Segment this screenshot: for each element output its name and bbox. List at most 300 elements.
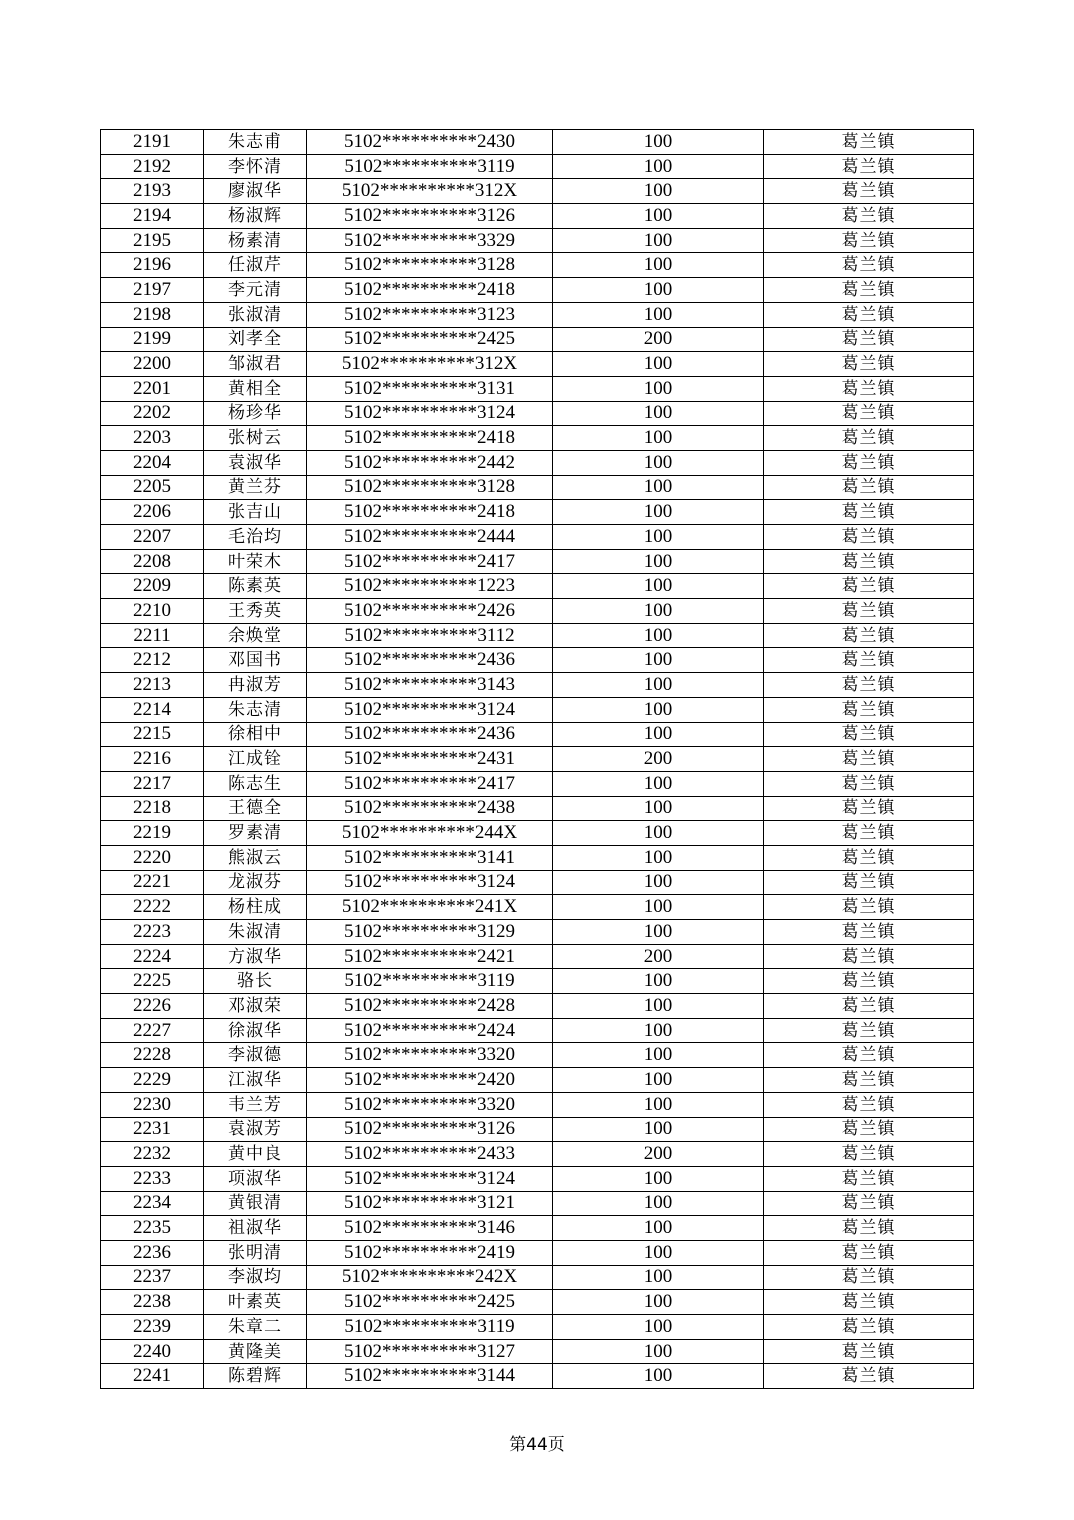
table-row [101,1142,974,1167]
person-name-cell: 韦兰芳 [204,1092,307,1117]
town-name-cell: 葛兰镇 [764,1043,974,1068]
town-name-cell: 葛兰镇 [764,574,974,599]
row-number-cell: 2199 [101,327,204,352]
person-name-cell: 张树云 [204,426,307,451]
table-row [101,204,974,229]
town-name-cell: 葛兰镇 [764,697,974,722]
id-number-cell: 5102**********2425 [307,1290,553,1315]
amount-cell: 100 [553,1216,764,1241]
id-number-cell: 5102**********3320 [307,1043,553,1068]
person-name-cell: 叶荣木 [204,549,307,574]
table-row [101,1339,974,1364]
table-row [101,796,974,821]
amount-cell: 100 [553,1364,764,1389]
amount-cell: 100 [553,278,764,303]
amount-cell: 100 [553,969,764,994]
table-row [101,401,974,426]
table-row [101,697,974,722]
row-number-cell: 2212 [101,648,204,673]
row-number-cell: 2216 [101,747,204,772]
row-number-cell: 2241 [101,1364,204,1389]
amount-cell: 200 [553,1142,764,1167]
id-number-cell: 5102**********3119 [307,1315,553,1340]
row-number-cell: 2226 [101,994,204,1019]
table-row [101,549,974,574]
row-number-cell: 2236 [101,1240,204,1265]
row-number-cell: 2194 [101,204,204,229]
row-number-cell: 2209 [101,574,204,599]
id-number-cell: 5102**********241X [307,895,553,920]
row-number-cell: 2200 [101,352,204,377]
person-name-cell: 冉淑芳 [204,673,307,698]
table-row [101,1166,974,1191]
row-number-cell: 2232 [101,1142,204,1167]
row-number-cell: 2230 [101,1092,204,1117]
id-number-cell: 5102**********2426 [307,599,553,624]
town-name-cell: 葛兰镇 [764,796,974,821]
row-number-cell: 2192 [101,154,204,179]
person-name-cell: 骆长 [204,969,307,994]
table-row [101,821,974,846]
row-number-cell: 2195 [101,228,204,253]
town-name-cell: 葛兰镇 [764,228,974,253]
amount-cell: 100 [553,500,764,525]
amount-cell: 100 [553,1092,764,1117]
amount-cell: 100 [553,376,764,401]
row-number-cell: 2227 [101,1018,204,1043]
town-name-cell: 葛兰镇 [764,278,974,303]
table-row [101,1018,974,1043]
row-number-cell: 2229 [101,1068,204,1093]
amount-cell: 100 [553,599,764,624]
town-name-cell: 葛兰镇 [764,895,974,920]
id-number-cell: 5102**********3123 [307,302,553,327]
id-number-cell: 5102**********3146 [307,1216,553,1241]
row-number-cell: 2240 [101,1339,204,1364]
table-row [101,1068,974,1093]
amount-cell: 100 [553,352,764,377]
row-number-cell: 2235 [101,1216,204,1241]
table-row [101,1290,974,1315]
person-name-cell: 徐相中 [204,722,307,747]
id-number-cell: 5102**********2425 [307,327,553,352]
table-row [101,475,974,500]
person-name-cell: 朱淑清 [204,920,307,945]
page-number: 第44页 [509,1435,565,1455]
id-number-cell: 5102**********2418 [307,426,553,451]
person-name-cell: 方淑华 [204,944,307,969]
id-number-cell: 5102**********3126 [307,204,553,229]
amount-cell: 100 [553,549,764,574]
amount-cell: 200 [553,747,764,772]
amount-cell: 100 [553,1166,764,1191]
town-name-cell: 葛兰镇 [764,994,974,1019]
person-name-cell: 项淑华 [204,1166,307,1191]
id-number-cell: 5102**********3128 [307,475,553,500]
amount-cell: 100 [553,994,764,1019]
table-row [101,1117,974,1142]
table-row [101,994,974,1019]
person-name-cell: 邓国书 [204,648,307,673]
amount-cell: 100 [553,525,764,550]
row-number-cell: 2220 [101,845,204,870]
row-number-cell: 2208 [101,549,204,574]
town-name-cell: 葛兰镇 [764,525,974,550]
town-name-cell: 葛兰镇 [764,154,974,179]
id-number-cell: 5102**********2433 [307,1142,553,1167]
amount-cell: 100 [553,870,764,895]
amount-cell: 100 [553,1315,764,1340]
row-number-cell: 2206 [101,500,204,525]
person-name-cell: 黄相全 [204,376,307,401]
town-name-cell: 葛兰镇 [764,1117,974,1142]
person-name-cell: 罗素清 [204,821,307,846]
amount-cell: 100 [553,673,764,698]
town-name-cell: 葛兰镇 [764,1290,974,1315]
amount-cell: 100 [553,450,764,475]
person-name-cell: 余焕堂 [204,623,307,648]
table-row [101,1191,974,1216]
id-number-cell: 5102**********3127 [307,1339,553,1364]
town-name-cell: 葛兰镇 [764,426,974,451]
id-number-cell: 5102**********3119 [307,154,553,179]
person-name-cell: 袁淑华 [204,450,307,475]
town-name-cell: 葛兰镇 [764,1018,974,1043]
town-name-cell: 葛兰镇 [764,352,974,377]
amount-cell: 100 [553,253,764,278]
table-row [101,722,974,747]
row-number-cell: 2239 [101,1315,204,1340]
amount-cell: 100 [553,302,764,327]
town-name-cell: 葛兰镇 [764,204,974,229]
table-row [101,450,974,475]
row-number-cell: 2217 [101,771,204,796]
id-number-cell: 5102**********312X [307,352,553,377]
person-name-cell: 李淑德 [204,1043,307,1068]
amount-cell: 100 [553,1339,764,1364]
id-number-cell: 5102**********3124 [307,697,553,722]
town-name-cell: 葛兰镇 [764,450,974,475]
town-name-cell: 葛兰镇 [764,845,974,870]
id-number-cell: 5102**********3143 [307,673,553,698]
table-row [101,525,974,550]
amount-cell: 100 [553,623,764,648]
id-number-cell: 5102**********3131 [307,376,553,401]
town-name-cell: 葛兰镇 [764,1142,974,1167]
amount-cell: 100 [553,648,764,673]
person-name-cell: 朱志甫 [204,130,307,155]
id-number-cell: 5102**********3329 [307,228,553,253]
table-row [101,944,974,969]
row-number-cell: 2215 [101,722,204,747]
amount-cell: 100 [553,1191,764,1216]
id-number-cell: 5102**********2417 [307,549,553,574]
id-number-cell: 5102**********2444 [307,525,553,550]
amount-cell: 100 [553,154,764,179]
row-number-cell: 2197 [101,278,204,303]
id-number-cell: 5102**********3126 [307,1117,553,1142]
table-row [101,426,974,451]
town-name-cell: 葛兰镇 [764,1339,974,1364]
table-row [101,1364,974,1389]
row-number-cell: 2223 [101,920,204,945]
town-name-cell: 葛兰镇 [764,500,974,525]
id-number-cell: 5102**********3124 [307,1166,553,1191]
person-name-cell: 陈志生 [204,771,307,796]
person-name-cell: 张淑清 [204,302,307,327]
person-name-cell: 江淑华 [204,1068,307,1093]
subsidy-table-body [101,130,974,1389]
town-name-cell: 葛兰镇 [764,771,974,796]
town-name-cell: 葛兰镇 [764,1092,974,1117]
table-row [101,969,974,994]
table-row [101,574,974,599]
id-number-cell: 5102**********3119 [307,969,553,994]
town-name-cell: 葛兰镇 [764,179,974,204]
id-number-cell: 5102**********2420 [307,1068,553,1093]
person-name-cell: 李元清 [204,278,307,303]
person-name-cell: 祖淑华 [204,1216,307,1241]
amount-cell: 100 [553,771,764,796]
person-name-cell: 李淑均 [204,1265,307,1290]
table-row [101,870,974,895]
amount-cell: 100 [553,204,764,229]
amount-cell: 100 [553,796,764,821]
person-name-cell: 杨素清 [204,228,307,253]
person-name-cell: 任淑芹 [204,253,307,278]
amount-cell: 100 [553,821,764,846]
row-number-cell: 2225 [101,969,204,994]
town-name-cell: 葛兰镇 [764,253,974,278]
person-name-cell: 朱章二 [204,1315,307,1340]
person-name-cell: 朱志清 [204,697,307,722]
id-number-cell: 5102**********3144 [307,1364,553,1389]
table-row [101,1092,974,1117]
subsidy-table [100,129,974,1389]
person-name-cell: 刘孝全 [204,327,307,352]
table-row [101,179,974,204]
amount-cell: 100 [553,401,764,426]
person-name-cell: 张明清 [204,1240,307,1265]
amount-cell: 100 [553,1043,764,1068]
town-name-cell: 葛兰镇 [764,969,974,994]
table-row [101,228,974,253]
id-number-cell: 5102**********2436 [307,722,553,747]
person-name-cell: 江成铨 [204,747,307,772]
person-name-cell: 杨珍华 [204,401,307,426]
table-row [101,623,974,648]
person-name-cell: 杨柱成 [204,895,307,920]
amount-cell: 100 [553,697,764,722]
id-number-cell: 5102**********2418 [307,278,553,303]
town-name-cell: 葛兰镇 [764,599,974,624]
amount-cell: 100 [553,1240,764,1265]
row-number-cell: 2191 [101,130,204,155]
row-number-cell: 2193 [101,179,204,204]
id-number-cell: 5102**********1223 [307,574,553,599]
amount-cell: 100 [553,130,764,155]
id-number-cell: 5102**********2428 [307,994,553,1019]
id-number-cell: 5102**********2430 [307,130,553,155]
table-row [101,920,974,945]
id-number-cell: 5102**********2436 [307,648,553,673]
table-row [101,376,974,401]
id-number-cell: 5102**********3124 [307,870,553,895]
town-name-cell: 葛兰镇 [764,673,974,698]
row-number-cell: 2203 [101,426,204,451]
town-name-cell: 葛兰镇 [764,327,974,352]
person-name-cell: 袁淑芳 [204,1117,307,1142]
row-number-cell: 2237 [101,1265,204,1290]
id-number-cell: 5102**********2419 [307,1240,553,1265]
town-name-cell: 葛兰镇 [764,1191,974,1216]
amount-cell: 100 [553,426,764,451]
town-name-cell: 葛兰镇 [764,1068,974,1093]
row-number-cell: 2234 [101,1191,204,1216]
id-number-cell: 5102**********2442 [307,450,553,475]
person-name-cell: 毛治均 [204,525,307,550]
table-row [101,648,974,673]
town-name-cell: 葛兰镇 [764,130,974,155]
table-row [101,845,974,870]
table-row [101,352,974,377]
town-name-cell: 葛兰镇 [764,722,974,747]
amount-cell: 100 [553,475,764,500]
id-number-cell: 5102**********312X [307,179,553,204]
person-name-cell: 李怀清 [204,154,307,179]
town-name-cell: 葛兰镇 [764,376,974,401]
person-name-cell: 廖淑华 [204,179,307,204]
person-name-cell: 黄银清 [204,1191,307,1216]
amount-cell: 100 [553,1068,764,1093]
row-number-cell: 2201 [101,376,204,401]
amount-cell: 100 [553,895,764,920]
table-row [101,278,974,303]
id-number-cell: 5102**********244X [307,821,553,846]
person-name-cell: 邓淑荣 [204,994,307,1019]
town-name-cell: 葛兰镇 [764,1216,974,1241]
row-number-cell: 2233 [101,1166,204,1191]
row-number-cell: 2205 [101,475,204,500]
row-number-cell: 2222 [101,895,204,920]
row-number-cell: 2238 [101,1290,204,1315]
person-name-cell: 黄兰芬 [204,475,307,500]
town-name-cell: 葛兰镇 [764,944,974,969]
town-name-cell: 葛兰镇 [764,401,974,426]
row-number-cell: 2210 [101,599,204,624]
table-row [101,1216,974,1241]
id-number-cell: 5102**********3121 [307,1191,553,1216]
id-number-cell: 5102**********3129 [307,920,553,945]
id-number-cell: 5102**********2424 [307,1018,553,1043]
town-name-cell: 葛兰镇 [764,475,974,500]
table-row [101,253,974,278]
id-number-cell: 5102**********2417 [307,771,553,796]
amount-cell: 100 [553,845,764,870]
person-name-cell: 张吉山 [204,500,307,525]
town-name-cell: 葛兰镇 [764,1166,974,1191]
amount-cell: 100 [553,722,764,747]
row-number-cell: 2221 [101,870,204,895]
town-name-cell: 葛兰镇 [764,1315,974,1340]
town-name-cell: 葛兰镇 [764,302,974,327]
row-number-cell: 2202 [101,401,204,426]
id-number-cell: 5102**********3141 [307,845,553,870]
town-name-cell: 葛兰镇 [764,648,974,673]
id-number-cell: 5102**********2431 [307,747,553,772]
person-name-cell: 陈碧辉 [204,1364,307,1389]
table-row [101,327,974,352]
row-number-cell: 2198 [101,302,204,327]
row-number-cell: 2224 [101,944,204,969]
town-name-cell: 葛兰镇 [764,1364,974,1389]
row-number-cell: 2214 [101,697,204,722]
table-row [101,154,974,179]
person-name-cell: 龙淑芬 [204,870,307,895]
table-row [101,771,974,796]
person-name-cell: 熊淑云 [204,845,307,870]
amount-cell: 200 [553,327,764,352]
table-row [101,895,974,920]
table-row [101,599,974,624]
amount-cell: 100 [553,179,764,204]
table-row [101,500,974,525]
id-number-cell: 5102**********242X [307,1265,553,1290]
town-name-cell: 葛兰镇 [764,920,974,945]
amount-cell: 100 [553,1265,764,1290]
table-row [101,1240,974,1265]
id-number-cell: 5102**********3320 [307,1092,553,1117]
town-name-cell: 葛兰镇 [764,549,974,574]
amount-cell: 100 [553,574,764,599]
id-number-cell: 5102**********3124 [307,401,553,426]
person-name-cell: 陈素英 [204,574,307,599]
row-number-cell: 2211 [101,623,204,648]
table-row [101,747,974,772]
table-row [101,1265,974,1290]
row-number-cell: 2204 [101,450,204,475]
town-name-cell: 葛兰镇 [764,1265,974,1290]
id-number-cell: 5102**********3128 [307,253,553,278]
row-number-cell: 2231 [101,1117,204,1142]
town-name-cell: 葛兰镇 [764,1240,974,1265]
id-number-cell: 5102**********2418 [307,500,553,525]
amount-cell: 100 [553,920,764,945]
amount-cell: 100 [553,1290,764,1315]
person-name-cell: 王秀英 [204,599,307,624]
table-row [101,130,974,155]
person-name-cell: 邹淑君 [204,352,307,377]
town-name-cell: 葛兰镇 [764,747,974,772]
id-number-cell: 5102**********2438 [307,796,553,821]
table-row [101,1315,974,1340]
row-number-cell: 2213 [101,673,204,698]
person-name-cell: 黄隆美 [204,1339,307,1364]
id-number-cell: 5102**********2421 [307,944,553,969]
amount-cell: 100 [553,1117,764,1142]
row-number-cell: 2196 [101,253,204,278]
person-name-cell: 徐淑华 [204,1018,307,1043]
table-row [101,1043,974,1068]
table-row [101,673,974,698]
person-name-cell: 王德全 [204,796,307,821]
id-number-cell: 5102**********3112 [307,623,553,648]
amount-cell: 200 [553,944,764,969]
row-number-cell: 2218 [101,796,204,821]
amount-cell: 100 [553,1018,764,1043]
person-name-cell: 黄中良 [204,1142,307,1167]
row-number-cell: 2219 [101,821,204,846]
